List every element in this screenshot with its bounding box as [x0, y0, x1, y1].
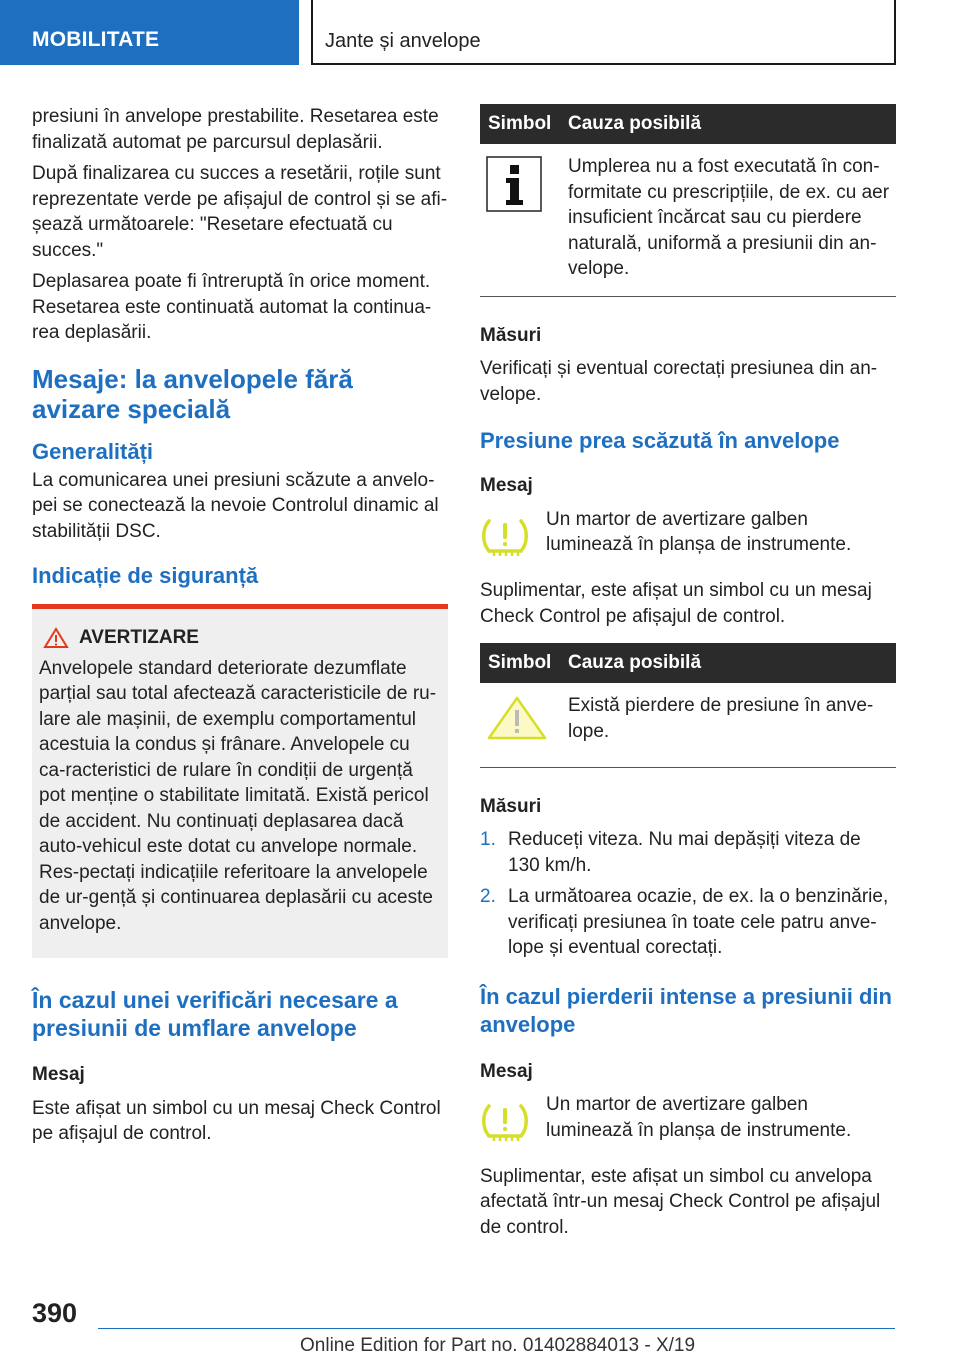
col-cause: Cauza posibilă [568, 113, 702, 135]
table-row [480, 144, 896, 297]
heading-safety: Indicație de siguranță [32, 563, 259, 588]
right-column [480, 104, 896, 1246]
heading-low-pressure: Presiune prea scăzută în anvelope [480, 428, 840, 453]
paragraph: presiuni în anvelope prestabilite. Resetarea este finalizată automat pe parcursul deplasării. [32, 106, 439, 153]
heading-messages: Mesaje: la anvelopele fără avizare specială [32, 363, 353, 424]
paragraph: Verificați și eventual corectați presiunea din an‐velope. [480, 358, 878, 405]
info-icon [486, 156, 542, 212]
list-item: 2. La următoarea ocazie, de ex. la o benzinărie, verificați presiunea în toate cele patru anve‐lope și eventual corectați. [480, 886, 889, 958]
subheading-message: Mesaj [480, 1060, 533, 1082]
message-text: Un martor de avertizare galben luminează în planșa de instrumente. [546, 508, 852, 555]
col-cause: Cauza posibilă [568, 652, 702, 674]
chapter-title: Jante și anvelope [311, 0, 896, 65]
subheading-measures: Măsuri [480, 795, 542, 817]
message-row [480, 1092, 896, 1152]
cause-text: Umplerea nu a fost executată în con‐formitate cu prescripțiile, de ex. cu aer insuficient încărcat sau cu pierdere naturală, uniformă a presiunii din an‐velope. [568, 156, 890, 279]
warning-triangle-icon [43, 627, 69, 649]
section-tab: MOBILITATE [0, 0, 299, 65]
steps-list [480, 827, 896, 961]
cause-text: Există pierdere de presiune în anve‐lope. [568, 695, 874, 742]
subheading-message: Mesaj [32, 1064, 85, 1085]
list-item: 1. Reduceți viteza. Nu mai depășiți viteza de 130 km/h. [480, 829, 861, 876]
paragraph: Este afișat un simbol cu un mesaj Check Control pe afișajul de control. [32, 1097, 441, 1144]
paragraph: La comunicarea unei presiuni scăzute a anvelo‐pei se conectează la nevoie Controlul dinamic al stabilității DSC. [32, 469, 439, 542]
message-text: Un martor de avertizare galben luminează în planșa de instrumente. [546, 1094, 852, 1141]
subheading-message: Mesaj [480, 475, 533, 496]
paragraph: Suplimentar, este afișat un simbol cu un mesaj Check Control pe afișajul de control. [480, 580, 872, 627]
message-row [480, 507, 896, 567]
heading-check: În cazul unei verificări necesare a presiunii de umflare anvelope [32, 987, 398, 1041]
table-header [480, 643, 896, 683]
heading-intense-loss: În cazul pierderii intense a presiunii din anvelope [480, 983, 892, 1037]
tpms-warning-icon [480, 1100, 530, 1144]
tpms-warning-icon [480, 515, 530, 559]
paragraph: Deplasarea poate fi întreruptă în orice moment. Resetarea este continuată automat la continua‐rea deplasării. [32, 271, 432, 343]
footer-divider [98, 1328, 895, 1329]
col-symbol: Simbol [488, 652, 552, 674]
warning-title: AVERTIZARE [79, 627, 199, 648]
paragraph: După finalizarea cu succes a resetării, roțile sunt reprezentate verde pe afișajul de control și se afi‐șează următoarele: "Resetare efectuată cu succes." [32, 163, 448, 261]
table-row [480, 683, 896, 768]
warning-triangle-icon [486, 695, 548, 741]
heading-general: Generalități [32, 438, 154, 464]
col-symbol: Simbol [488, 113, 552, 135]
left-column [32, 104, 448, 1153]
warning-text: Anvelopele standard deteriorate dezumflate parțial sau total afectează caracteristicile de ru‐lare ale mașinii, de exemplu comportamentul acestuia la condus și frânare. Anvelopele cu ca‐racteristici de rulare în condiții de urgență pot menține o stabilitate limitată. Există pericol de accident. Nu continuați deplasarea dacă auto‐vehicul este dotat cu anvelope normale. Res‐pectați indicațiile referitoare la anvelopele de ur‐gență și continuarea deplasării cu aceste anvelope. [39, 657, 437, 934]
table-header [480, 104, 896, 144]
subheading-measures: Măsuri [480, 324, 542, 346]
page-number: 390 [32, 1298, 78, 1328]
footer-edition: Online Edition for Part no. 01402884013 - X/19 [300, 1335, 696, 1356]
warning-box [32, 604, 448, 958]
paragraph: Suplimentar, este afișat un simbol cu anvelopa afectată într-un mesaj Check Control pe afișajul de control. [480, 1165, 881, 1238]
